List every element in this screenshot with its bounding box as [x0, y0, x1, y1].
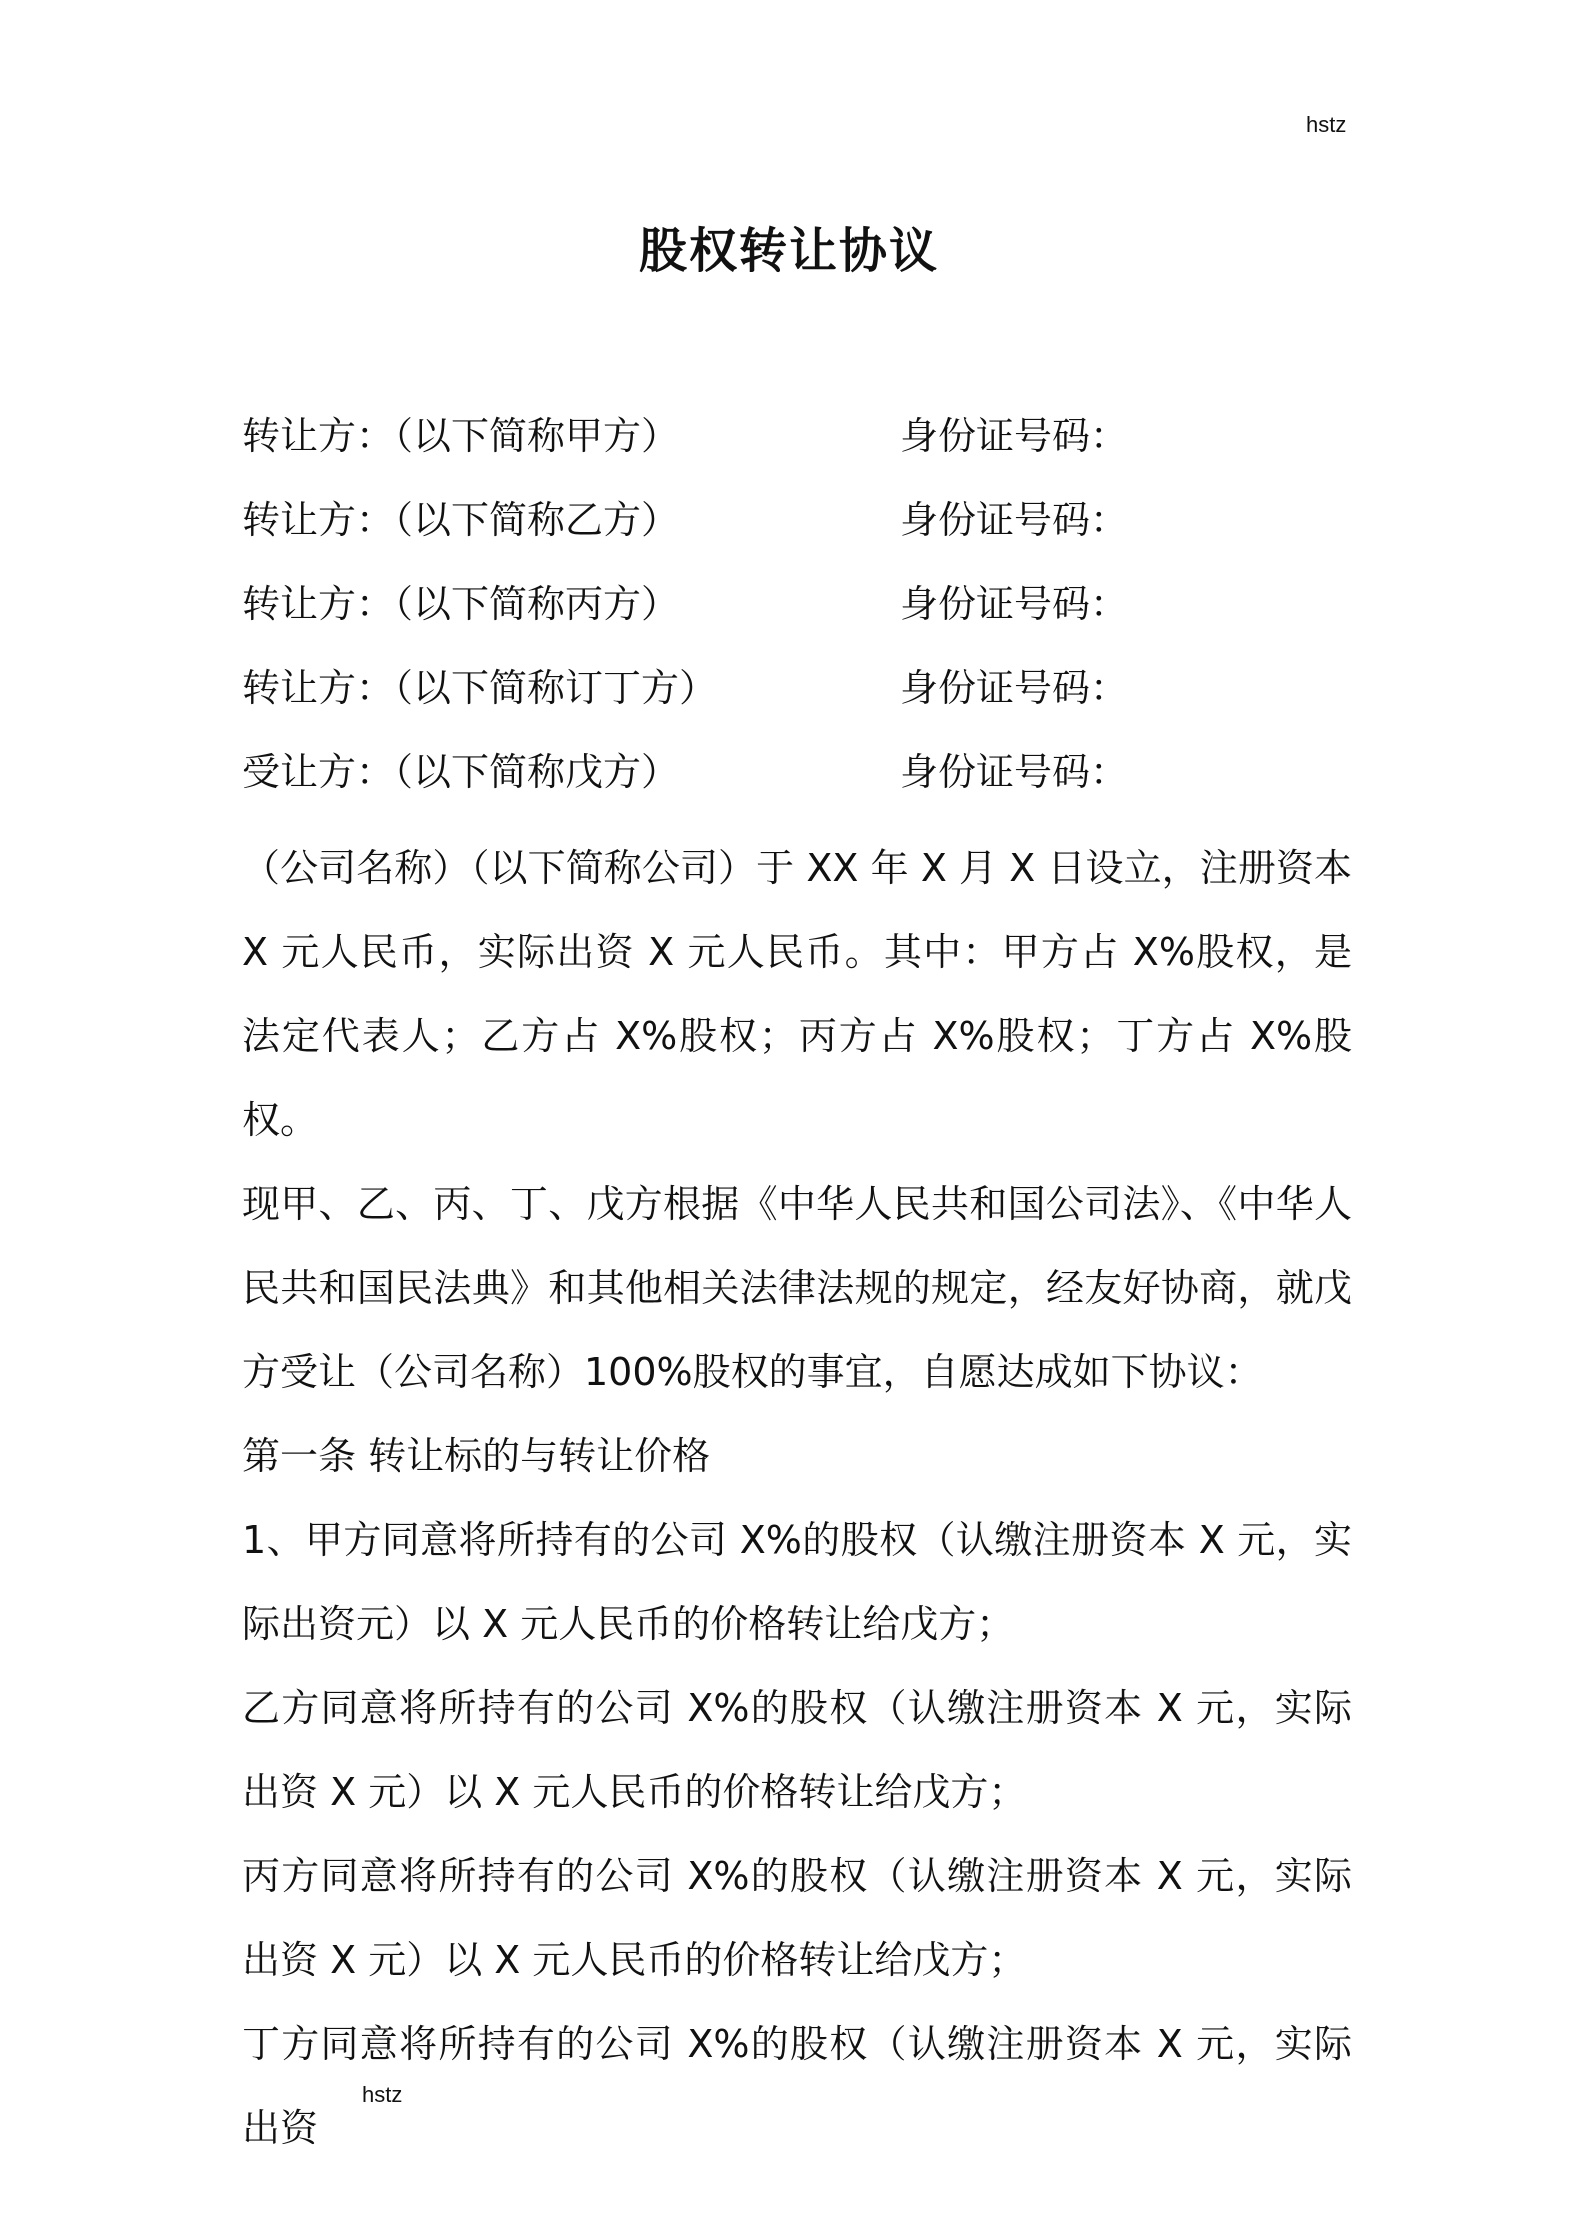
party-name: 受让方：（以下简称戊方）	[242, 750, 680, 794]
party-id-label: 身份证号码：	[900, 498, 1129, 542]
article-heading: 第一条 转让标的与转让价格	[242, 1434, 711, 1478]
party-row	[242, 490, 1352, 574]
party-name: 转让方：（以下简称甲方）	[242, 414, 680, 458]
party-row	[242, 406, 1352, 490]
party-row	[242, 742, 1352, 826]
transfer-clause: 乙方同意将所持有的公司 X%的股权（认缴注册资本 X 元，实际出资 X 元）以 X 元人民币的价格转让给戊方；	[242, 1686, 1352, 1814]
party-row	[242, 574, 1352, 658]
transfer-clause: 丙方同意将所持有的公司 X%的股权（认缴注册资本 X 元，实际出资 X 元）以 X 元人民币的价格转让给戊方；	[242, 1854, 1352, 1982]
parties-list	[242, 406, 1352, 826]
party-name: 转让方：（以下简称丙方）	[242, 582, 680, 626]
party-row	[242, 658, 1352, 742]
transfer-clause: 丁方同意将所持有的公司 X%的股权（认缴注册资本 X 元，实际出资	[242, 2022, 1352, 2150]
header-mark: hstz	[1306, 112, 1347, 137]
transfer-clause: 1、甲方同意将所持有的公司 X%的股权（认缴注册资本 X 元，实际出资元）以 X 元人民币的价格转让给戊方；	[242, 1518, 1352, 1646]
party-id-label: 身份证号码：	[900, 414, 1129, 458]
party-name: 转让方：（以下简称订丁方）	[242, 666, 718, 710]
agreement-body	[242, 826, 1352, 2170]
party-id-label: 身份证号码：	[900, 666, 1129, 710]
document-title: 股权转让协议	[638, 223, 939, 279]
company-intro-paragraph: （公司名称）（以下简称公司）于 XX 年 X 月 X 日设立，注册资本 X 元人民币，实际出资 X 元人民币。其中：甲方占 X%股权，是法定代表人；乙方占 X%股权；丙方占 X%股权；丁方占 X%股权。	[242, 846, 1352, 1142]
party-id-label: 身份证号码：	[900, 750, 1129, 794]
footer-mark: hstz	[362, 2082, 403, 2107]
party-id-label: 身份证号码：	[900, 582, 1129, 626]
agreement-basis-paragraph: 现甲、乙、丙、丁、戊方根据《中华人民共和国公司法》、《中华人民共和国民法典》和其他相关法律法规的规定，经友好协商，就戊方受让（公司名称）100%股权的事宜，自愿达成如下协议：	[242, 1182, 1352, 1394]
party-name: 转让方：（以下简称乙方）	[242, 498, 680, 542]
